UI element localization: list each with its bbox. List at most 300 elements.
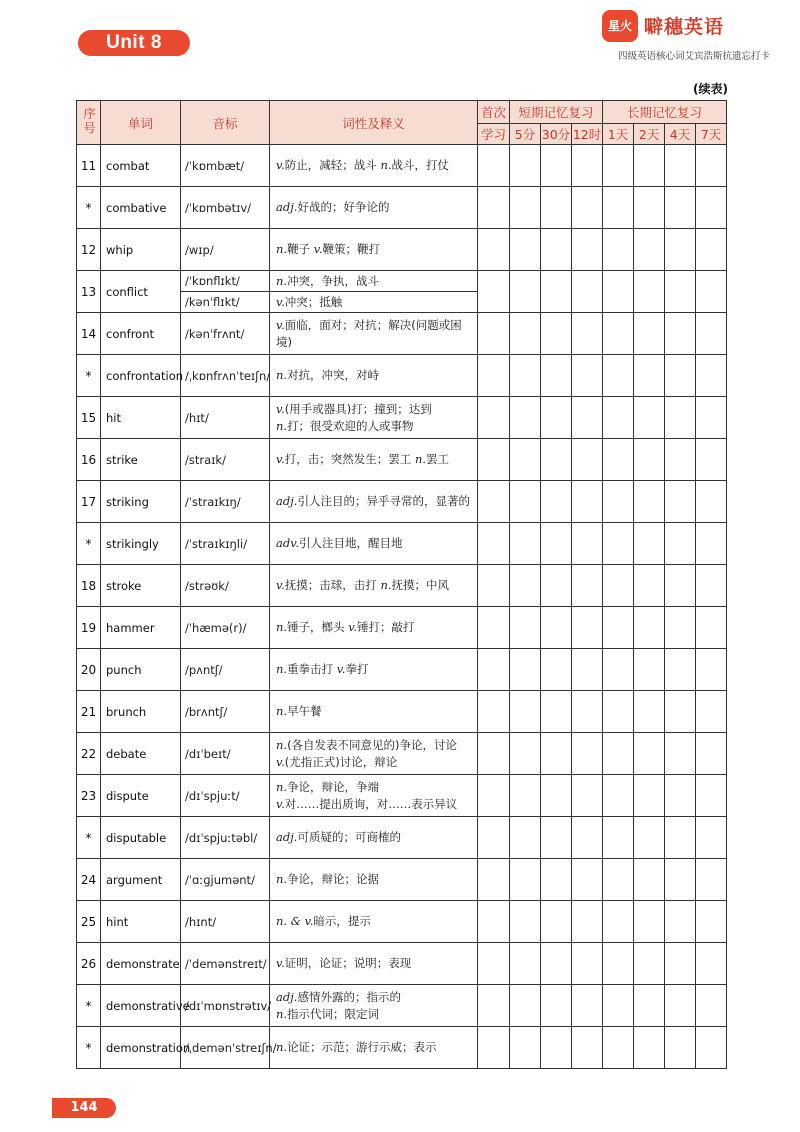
word-cell: striking <box>101 481 181 523</box>
checkbox-long-7d[interactable] <box>696 229 727 271</box>
checkbox-short-30min[interactable] <box>541 859 572 901</box>
phonetic-cell: /hɪnt/ <box>181 901 270 943</box>
table-row <box>77 187 727 229</box>
checkbox-long-7d[interactable] <box>696 145 727 187</box>
row-number: 13 <box>77 271 101 313</box>
table-row <box>77 649 727 691</box>
checkbox-long-1d[interactable] <box>603 355 634 397</box>
definition-cell <box>270 607 478 649</box>
part-of-speech: v. <box>348 620 358 634</box>
header-first: 首次 <box>478 101 510 124</box>
definition-line <box>276 779 477 796</box>
checkbox-first-study[interactable] <box>478 901 510 943</box>
table-row <box>77 397 727 439</box>
phonetic-cell: /ˈdemənstreɪt/ <box>181 943 270 985</box>
checkbox-first-study[interactable] <box>478 565 510 607</box>
checkbox-long-1d[interactable] <box>603 901 634 943</box>
checkbox-short-5min[interactable] <box>510 187 541 229</box>
checkbox-short-12h[interactable] <box>572 187 603 229</box>
checkbox-short-5min[interactable] <box>510 859 541 901</box>
checkbox-first-study[interactable] <box>478 607 510 649</box>
vocab-body <box>77 145 727 1069</box>
checkbox-short-30min[interactable] <box>541 607 572 649</box>
checkbox-long-4d[interactable] <box>665 859 696 901</box>
checkbox-long-7d[interactable] <box>696 523 727 565</box>
header-long-7d: 7天 <box>696 124 727 145</box>
row-number: 25 <box>77 901 101 943</box>
checkbox-first-study[interactable] <box>478 859 510 901</box>
checkbox-short-5min[interactable] <box>510 481 541 523</box>
checkbox-long-4d[interactable] <box>665 901 696 943</box>
checkbox-short-5min[interactable] <box>510 355 541 397</box>
word-cell: brunch <box>101 691 181 733</box>
checkbox-short-12h[interactable] <box>572 313 603 355</box>
checkbox-short-30min[interactable] <box>541 397 572 439</box>
checkbox-long-7d[interactable] <box>696 187 727 229</box>
checkbox-short-30min[interactable] <box>541 943 572 985</box>
part-of-speech: v. <box>276 317 285 332</box>
definition-cell <box>270 817 478 859</box>
checkbox-long-7d[interactable] <box>696 355 727 397</box>
checkbox-short-12h[interactable] <box>572 565 603 607</box>
checkbox-long-4d[interactable] <box>665 775 696 817</box>
checkbox-short-12h[interactable] <box>572 649 603 691</box>
checkbox-long-1d[interactable] <box>603 859 634 901</box>
definition-line <box>276 619 477 636</box>
row-number: 11 <box>77 145 101 187</box>
definition-text: 感情外露的；指示的 <box>297 989 401 1004</box>
part-of-speech: v. <box>313 242 323 256</box>
definition-line <box>276 796 477 813</box>
phonetic-cell: /ˈkɒmbətɪv/ <box>181 187 270 229</box>
checkbox-short-5min[interactable] <box>510 775 541 817</box>
part-of-speech: n. <box>276 779 288 794</box>
part-of-speech: n. <box>276 662 288 676</box>
word-cell: combative <box>101 187 181 229</box>
checkbox-first-study[interactable] <box>478 817 510 859</box>
checkbox-short-5min[interactable] <box>510 943 541 985</box>
definition-cell <box>270 271 478 292</box>
checkbox-long-1d[interactable] <box>603 187 634 229</box>
checkbox-long-2d[interactable] <box>634 481 665 523</box>
checkbox-first-study[interactable] <box>478 439 510 481</box>
definition-line <box>276 535 477 552</box>
definition-text: 鞭子 <box>287 242 314 256</box>
header-long-4d: 4天 <box>665 124 696 145</box>
checkbox-long-4d[interactable] <box>665 691 696 733</box>
checkbox-short-12h[interactable] <box>572 229 603 271</box>
checkbox-first-study[interactable] <box>478 187 510 229</box>
checkbox-short-30min[interactable] <box>541 145 572 187</box>
definition-text: 战斗，打仗 <box>391 158 450 172</box>
header-short-12h: 12时 <box>572 124 603 145</box>
checkbox-first-study[interactable] <box>478 481 510 523</box>
checkbox-first-study[interactable] <box>478 355 510 397</box>
header-short-30min: 30分 <box>541 124 572 145</box>
checkbox-long-1d[interactable] <box>603 691 634 733</box>
table-row <box>77 817 727 859</box>
checkbox-first-study[interactable] <box>478 271 510 313</box>
phonetic-cell: /ˈkɒnflɪkt/ <box>181 271 270 292</box>
table-row <box>77 1027 727 1069</box>
checkbox-long-7d[interactable] <box>696 775 727 817</box>
word-cell: hammer <box>101 607 181 649</box>
checkbox-long-2d[interactable] <box>634 1027 665 1069</box>
row-number: 12 <box>77 229 101 271</box>
checkbox-short-12h[interactable] <box>572 943 603 985</box>
checkbox-long-7d[interactable] <box>696 439 727 481</box>
checkbox-long-7d[interactable] <box>696 607 727 649</box>
word-cell: confront <box>101 313 181 355</box>
phonetic-cell: /ˌdemənˈstreɪʃn/ <box>181 1027 270 1069</box>
checkbox-short-5min[interactable] <box>510 733 541 775</box>
checkbox-long-2d[interactable] <box>634 397 665 439</box>
checkbox-long-4d[interactable] <box>665 733 696 775</box>
brand-subtitle: 四级英语核心词艾宾浩斯抗遗忘打卡 <box>617 51 770 62</box>
word-cell: demonstration <box>101 1027 181 1069</box>
definition-cell <box>270 1027 478 1069</box>
definition-line <box>276 401 477 418</box>
checkbox-long-4d[interactable] <box>665 187 696 229</box>
definition-text: 面临，面对；对抗；解决(问题或困境) <box>276 317 462 349</box>
checkbox-short-5min[interactable] <box>510 565 541 607</box>
definition-text: 拳打 <box>345 662 369 676</box>
checkbox-short-5min[interactable] <box>510 313 541 355</box>
checkbox-short-5min[interactable] <box>510 985 541 1027</box>
phonetic-cell: /ˈkɒmbæt/ <box>181 145 270 187</box>
checkbox-long-4d[interactable] <box>665 313 696 355</box>
checkbox-first-study[interactable] <box>478 145 510 187</box>
phonetic-cell: /dɪˈbeɪt/ <box>181 733 270 775</box>
brand-logo: 星火 <box>602 10 638 42</box>
definition-text: (尤指正式)讨论，辩论 <box>284 754 398 769</box>
checkbox-long-7d[interactable] <box>696 943 727 985</box>
checkbox-short-12h[interactable] <box>572 817 603 859</box>
checkbox-long-1d[interactable] <box>603 775 634 817</box>
checkbox-long-1d[interactable] <box>603 565 634 607</box>
definition-cell <box>270 145 478 187</box>
part-of-speech: n. <box>276 704 288 718</box>
row-number: * <box>77 523 101 565</box>
word-cell: punch <box>101 649 181 691</box>
checkbox-short-30min[interactable] <box>541 229 572 271</box>
phonetic-cell: /dɪˈspjuːtəbl/ <box>181 817 270 859</box>
checkbox-short-30min[interactable] <box>541 481 572 523</box>
checkbox-long-7d[interactable] <box>696 691 727 733</box>
word-cell: stroke <box>101 565 181 607</box>
definition-cell <box>270 292 478 313</box>
definition-line <box>276 577 477 594</box>
table-row <box>77 859 727 901</box>
checkbox-first-study[interactable] <box>478 943 510 985</box>
part-of-speech: v. <box>276 452 285 466</box>
checkbox-short-12h[interactable] <box>572 607 603 649</box>
row-number: * <box>77 355 101 397</box>
checkbox-long-2d[interactable] <box>634 691 665 733</box>
checkbox-long-1d[interactable] <box>603 985 634 1027</box>
checkbox-long-2d[interactable] <box>634 355 665 397</box>
checkbox-long-4d[interactable] <box>665 271 696 313</box>
definition-text: 争论，辩论，争端 <box>287 779 380 794</box>
checkbox-long-4d[interactable] <box>665 985 696 1027</box>
checkbox-short-30min[interactable] <box>541 733 572 775</box>
checkbox-long-1d[interactable] <box>603 607 634 649</box>
checkbox-first-study[interactable] <box>478 985 510 1027</box>
checkbox-short-12h[interactable] <box>572 775 603 817</box>
part-of-speech: v. <box>276 158 285 172</box>
word-cell: conflict <box>101 271 181 313</box>
row-number: * <box>77 817 101 859</box>
checkbox-short-30min[interactable] <box>541 649 572 691</box>
checkbox-long-2d[interactable] <box>634 943 665 985</box>
checkbox-long-2d[interactable] <box>634 565 665 607</box>
checkbox-long-2d[interactable] <box>634 145 665 187</box>
checkbox-short-30min[interactable] <box>541 523 572 565</box>
checkbox-long-7d[interactable] <box>696 901 727 943</box>
checkbox-long-1d[interactable] <box>603 397 634 439</box>
checkbox-short-12h[interactable] <box>572 355 603 397</box>
word-cell: disputable <box>101 817 181 859</box>
checkbox-first-study[interactable] <box>478 523 510 565</box>
definition-text: 引人注目地，醒目地 <box>299 536 403 550</box>
checkbox-long-4d[interactable] <box>665 145 696 187</box>
checkbox-long-4d[interactable] <box>665 1027 696 1069</box>
checkbox-long-1d[interactable] <box>603 229 634 271</box>
checkbox-long-1d[interactable] <box>603 523 634 565</box>
checkbox-long-2d[interactable] <box>634 229 665 271</box>
checkbox-short-30min[interactable] <box>541 187 572 229</box>
checkbox-long-7d[interactable] <box>696 271 727 313</box>
checkbox-short-30min[interactable] <box>541 565 572 607</box>
definition-cell <box>270 313 478 355</box>
checkbox-short-30min[interactable] <box>541 1027 572 1069</box>
checkbox-long-7d[interactable] <box>696 1027 727 1069</box>
definition-cell <box>270 901 478 943</box>
checkbox-short-12h[interactable] <box>572 1027 603 1069</box>
definition-text: 可质疑的；可商榷的 <box>297 830 401 844</box>
row-number: 18 <box>77 565 101 607</box>
checkbox-short-12h[interactable] <box>572 397 603 439</box>
checkbox-short-12h[interactable] <box>572 439 603 481</box>
checkbox-long-2d[interactable] <box>634 817 665 859</box>
phonetic-cell: /ˈɑːɡjumənt/ <box>181 859 270 901</box>
checkbox-long-2d[interactable] <box>634 901 665 943</box>
checkbox-long-2d[interactable] <box>634 313 665 355</box>
checkbox-short-30min[interactable] <box>541 817 572 859</box>
checkbox-long-7d[interactable] <box>696 481 727 523</box>
continued-label: (续表) <box>693 82 728 96</box>
row-number: 26 <box>77 943 101 985</box>
checkbox-short-30min[interactable] <box>541 313 572 355</box>
checkbox-short-12h[interactable] <box>572 901 603 943</box>
phonetic-cell: /wɪp/ <box>181 229 270 271</box>
header-word: 单词 <box>101 101 181 145</box>
checkbox-long-7d[interactable] <box>696 649 727 691</box>
checkbox-long-1d[interactable] <box>603 271 634 313</box>
table-row <box>77 271 727 292</box>
word-cell: demonstrative <box>101 985 181 1027</box>
checkbox-first-study[interactable] <box>478 649 510 691</box>
checkbox-short-12h[interactable] <box>572 481 603 523</box>
checkbox-long-7d[interactable] <box>696 313 727 355</box>
checkbox-long-4d[interactable] <box>665 229 696 271</box>
checkbox-long-2d[interactable] <box>634 985 665 1027</box>
checkbox-first-study[interactable] <box>478 775 510 817</box>
checkbox-short-30min[interactable] <box>541 775 572 817</box>
checkbox-long-4d[interactable] <box>665 943 696 985</box>
part-of-speech: n. <box>380 578 392 592</box>
checkbox-short-12h[interactable] <box>572 523 603 565</box>
word-cell: confrontation <box>101 355 181 397</box>
row-number: 19 <box>77 607 101 649</box>
checkbox-short-30min[interactable] <box>541 439 572 481</box>
checkbox-short-30min[interactable] <box>541 985 572 1027</box>
checkbox-short-5min[interactable] <box>510 691 541 733</box>
checkbox-short-5min[interactable] <box>510 901 541 943</box>
table-row <box>77 775 727 817</box>
definition-line <box>276 955 477 972</box>
checkbox-long-7d[interactable] <box>696 565 727 607</box>
table-row <box>77 565 727 607</box>
checkbox-short-30min[interactable] <box>541 271 572 313</box>
word-cell: hit <box>101 397 181 439</box>
checkbox-long-2d[interactable] <box>634 775 665 817</box>
checkbox-first-study[interactable] <box>478 691 510 733</box>
checkbox-long-1d[interactable] <box>603 733 634 775</box>
checkbox-long-4d[interactable] <box>665 523 696 565</box>
checkbox-long-7d[interactable] <box>696 817 727 859</box>
definition-line <box>276 737 477 754</box>
checkbox-long-7d[interactable] <box>696 733 727 775</box>
part-of-speech: n. <box>276 418 288 433</box>
definition-line <box>276 829 477 846</box>
row-number: 21 <box>77 691 101 733</box>
checkbox-long-1d[interactable] <box>603 1027 634 1069</box>
checkbox-short-12h[interactable] <box>572 691 603 733</box>
part-of-speech: adj. <box>276 200 298 214</box>
header-short-5min: 5分 <box>510 124 541 145</box>
definition-line <box>276 199 477 216</box>
checkbox-long-4d[interactable] <box>665 439 696 481</box>
part-of-speech: adv. <box>276 536 300 550</box>
word-cell: hint <box>101 901 181 943</box>
checkbox-first-study[interactable] <box>478 313 510 355</box>
checkbox-long-1d[interactable] <box>603 313 634 355</box>
phonetic-cell: /brʌntʃ/ <box>181 691 270 733</box>
word-cell: dispute <box>101 775 181 817</box>
definition-line <box>276 1039 477 1056</box>
phonetic-cell: /pʌntʃ/ <box>181 649 270 691</box>
checkbox-long-4d[interactable] <box>665 481 696 523</box>
row-number: 23 <box>77 775 101 817</box>
checkbox-short-30min[interactable] <box>541 355 572 397</box>
definition-text: 抚摸；击球，击打 <box>284 578 381 592</box>
checkbox-long-4d[interactable] <box>665 817 696 859</box>
definition-cell <box>270 943 478 985</box>
checkbox-short-30min[interactable] <box>541 691 572 733</box>
checkbox-long-7d[interactable] <box>696 985 727 1027</box>
part-of-speech: v. <box>276 401 285 416</box>
phonetic-cell: /dɪˈspjuːt/ <box>181 775 270 817</box>
definition-text: 打，击；突然发生；罢工 <box>284 452 415 466</box>
definition-text: 引人注目的；异乎寻常的，显著的 <box>297 494 470 508</box>
definition-cell <box>270 481 478 523</box>
checkbox-long-4d[interactable] <box>665 607 696 649</box>
checkbox-long-2d[interactable] <box>634 859 665 901</box>
checkbox-short-5min[interactable] <box>510 607 541 649</box>
checkbox-short-12h[interactable] <box>572 733 603 775</box>
checkbox-long-1d[interactable] <box>603 481 634 523</box>
checkbox-long-4d[interactable] <box>665 397 696 439</box>
checkbox-short-12h[interactable] <box>572 985 603 1027</box>
checkbox-long-2d[interactable] <box>634 439 665 481</box>
definition-text: (各自发表不同意见的)争论，讨论 <box>287 737 458 752</box>
word-cell: combat <box>101 145 181 187</box>
checkbox-short-30min[interactable] <box>541 901 572 943</box>
word-cell: demonstrate <box>101 943 181 985</box>
checkbox-long-1d[interactable] <box>603 649 634 691</box>
part-of-speech: v. <box>336 662 346 676</box>
definition-text: 防止，减轻；战斗 <box>284 158 381 172</box>
checkbox-short-5min[interactable] <box>510 523 541 565</box>
table-row <box>77 733 727 775</box>
checkbox-first-study[interactable] <box>478 733 510 775</box>
checkbox-short-5min[interactable] <box>510 439 541 481</box>
brand-name: 噼穗英语 <box>644 16 725 38</box>
checkbox-long-2d[interactable] <box>634 523 665 565</box>
checkbox-long-1d[interactable] <box>603 439 634 481</box>
checkbox-long-4d[interactable] <box>665 355 696 397</box>
vocab-table <box>76 100 727 1069</box>
checkbox-short-12h[interactable] <box>572 145 603 187</box>
checkbox-short-12h[interactable] <box>572 859 603 901</box>
checkbox-short-5min[interactable] <box>510 817 541 859</box>
checkbox-long-2d[interactable] <box>634 733 665 775</box>
definition-text: 锤打；敲打 <box>357 620 415 634</box>
checkbox-long-2d[interactable] <box>634 271 665 313</box>
definition-text: 罢工 <box>426 452 450 466</box>
checkbox-short-5min[interactable] <box>510 649 541 691</box>
row-number: 22 <box>77 733 101 775</box>
checkbox-long-2d[interactable] <box>634 607 665 649</box>
checkbox-short-5min[interactable] <box>510 1027 541 1069</box>
row-number: 15 <box>77 397 101 439</box>
checkbox-first-study[interactable] <box>478 1027 510 1069</box>
checkbox-long-1d[interactable] <box>603 145 634 187</box>
header-num: 序号 <box>77 101 101 145</box>
checkbox-long-7d[interactable] <box>696 859 727 901</box>
checkbox-long-1d[interactable] <box>603 817 634 859</box>
checkbox-short-5min[interactable] <box>510 271 541 313</box>
checkbox-long-4d[interactable] <box>665 565 696 607</box>
checkbox-long-7d[interactable] <box>696 397 727 439</box>
definition-text: 论证；示范；游行示威；表示 <box>287 1040 437 1054</box>
part-of-speech: n. <box>276 737 288 752</box>
checkbox-long-1d[interactable] <box>603 943 634 985</box>
checkbox-long-2d[interactable] <box>634 187 665 229</box>
checkbox-long-2d[interactable] <box>634 649 665 691</box>
definition-text: 指示代词；限定词 <box>287 1006 380 1021</box>
checkbox-short-5min[interactable] <box>510 145 541 187</box>
checkbox-short-5min[interactable] <box>510 229 541 271</box>
checkbox-short-12h[interactable] <box>572 271 603 313</box>
checkbox-short-5min[interactable] <box>510 397 541 439</box>
checkbox-first-study[interactable] <box>478 397 510 439</box>
checkbox-long-4d[interactable] <box>665 649 696 691</box>
definition-text: 抚摸；中风 <box>391 578 450 592</box>
definition-cell <box>270 985 478 1027</box>
checkbox-first-study[interactable] <box>478 229 510 271</box>
